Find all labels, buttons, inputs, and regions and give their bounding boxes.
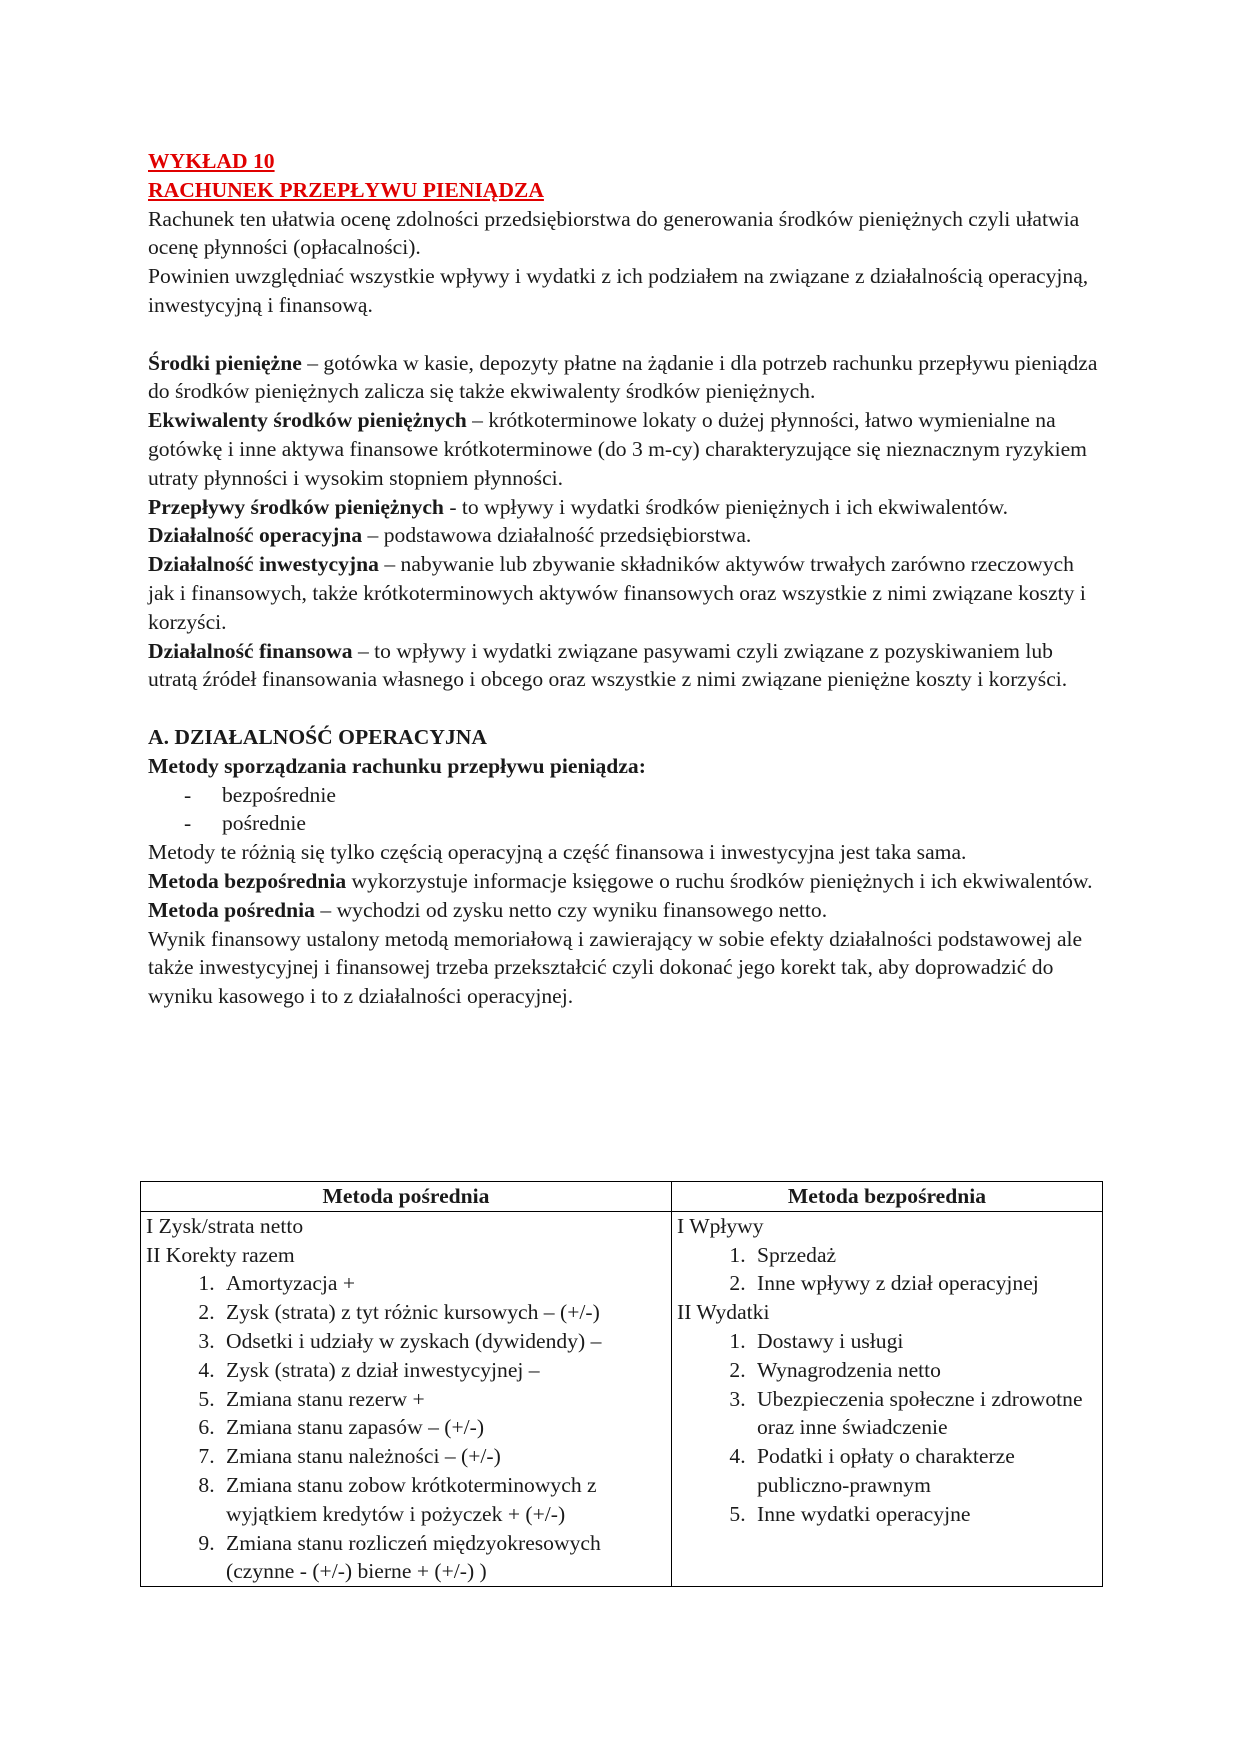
column-header-indirect: Metoda pośrednia [141,1182,672,1212]
document-page [148,147,1098,1011]
definition-operating-activity [148,521,1098,550]
definition-cash-flows [148,493,1098,522]
definition-investing-activity [148,550,1098,636]
definition-text: – wychodzi od zysku netto czy wyniku finansowego netto. [314,897,828,922]
list-item: 3. Ubezpieczenia społeczne i zdrowotne oraz inne świadczenie [751,1385,1097,1443]
indirect-method-description [148,896,1098,925]
outflows-list [677,1327,1097,1529]
spacer [148,694,1098,723]
list-item: 4. Zysk (strata) z dział inwestycyjnej – [220,1356,666,1385]
definition-text: – gotówka w kasie, depozyty płatne na żądanie i dla potrzeb rachunku przepływu pieniądza do środków pieniężnych zalicza się także ekwiwalenty środków pieniężnych. [148,350,1098,404]
definition-text: – podstawowa działalność przedsiębiorstwa. [362,523,752,548]
inflows-list [677,1241,1097,1299]
list-item: 1. Sprzedaż [751,1241,1097,1270]
list-item: 8. Zmiana stanu zobow krótkoterminowych z wyjątkiem kredytów i pożyczek + (+/-) [220,1471,666,1529]
definition-financing-activity [148,637,1098,695]
list-item: 2. Inne wpływy z dział operacyjnej [751,1269,1097,1298]
lecture-number: WYKŁAD 10 [148,149,275,173]
list-item: 1. Dostawy i usługi [751,1327,1097,1356]
definition-text: – to wpływy i wydatki związane pasywami czyli związane z pozyskiwaniem lub utratą źródeł finansowania własnego i obcego oraz wszystkie z nimi związane pieniężne koszty i korzyści. [148,638,1068,692]
adjustments-list [146,1269,666,1586]
methods-list [148,781,1098,839]
document-title: RACHUNEK PRZEPŁYWU PIENIĄDZA [148,177,544,202]
definition-term: Metoda bezpośrednia [148,868,347,893]
definition-cash [148,349,1098,407]
list-item: 9. Zmiana stanu rozliczeń międzyokresowych (czynne - (+/-) bierne + (+/-) ) [220,1529,666,1587]
methods-comparison-table [140,1181,1103,1587]
definition-term: Ekwiwalenty środków pieniężnych [148,408,467,433]
definition-term: Działalność inwestycyjna [148,552,379,577]
column-header-direct: Metoda bezpośrednia [672,1182,1103,1212]
section-heading-text: A. DZIAŁALNOŚĆ OPERACYJNA [148,724,487,749]
definition-term: Metoda pośrednia [148,897,315,922]
list-item: 4. Podatki i opłaty o charakterze publiczno-prawnym [751,1442,1097,1500]
list-item: 6. Zmiana stanu zapasów – (+/-) [220,1413,666,1442]
list-item: - bezpośrednie [184,781,1098,810]
list-item: 2. Zysk (strata) z tyt różnic kursowych – (+/-) [220,1298,666,1327]
list-item: 5. Zmiana stanu rezerw + [220,1385,666,1414]
definition-text: - to wpływy i wydatki środków pieniężnych i ich ekwiwalentów. [443,494,1009,519]
financial-result-paragraph: Wynik finansowy ustalony metodą memoriałową i zawierający w sobie efekty działalności podstawowej ale także inwestycyjnej i finansowej trzeba przekształcić czyli dokonać jego korekt tak, aby doprowadzić do wyniku kasowego i to z działalności operacyjnej. [148,926,1083,1009]
net-profit-line: I Zysk/strata netto [146,1213,304,1238]
inflows-label: I Wpływy [677,1213,764,1238]
methods-difference: Metody te różnią się tylko częścią operacyjną a część finansowa i inwestycyjna jest taka sama. [148,840,967,865]
indirect-method-cell [141,1211,672,1586]
definition-term: Środki pieniężne [148,350,302,375]
list-item: 5. Inne wydatki operacyjne [751,1500,1097,1529]
outflows-label: II Wydatki [677,1300,770,1325]
direct-method-description [148,867,1098,896]
methods-heading-text: Metody sporządzania rachunku przepływu pieniądza: [148,753,646,778]
table-header-row [141,1182,1103,1212]
list-item: - pośrednie [184,809,1098,838]
direct-method-cell [672,1211,1103,1586]
list-item: 2. Wynagrodzenia netto [751,1356,1097,1385]
definition-text: – nabywanie lub zbywanie składników aktywów trwałych zarówno rzeczowych jak i finansowych, także krótkoterminowych aktywów finansowych oraz wszystkie z nimi związane koszty i korzyści. [148,552,1086,634]
section-a-heading [148,723,1098,752]
adjustments-line: II Korekty razem [146,1242,295,1267]
list-item: 7. Zmiana stanu należności – (+/-) [220,1442,666,1471]
definition-text: – krótkoterminowe lokaty o dużej płynności, łatwo wymienialne na gotówkę i inne aktywa finansowe krótkoterminowe (do 3 m-cy) charakteryzujące się nieznacznym ryzykiem utraty płynności i wysokim stopniem płynności. [148,408,1087,490]
intro-paragraph-2: Powinien uwzględniać wszystkie wpływy i wydatki z ich podziałem na związane z działalnością operacyjną, inwestycyjną i finansową. [148,264,1089,317]
list-item: 3. Odsetki i udziały w zyskach (dywidendy) – [220,1327,666,1356]
definition-term: Przepływy środków pieniężnych [148,494,444,519]
intro-paragraph-1: Rachunek ten ułatwia ocenę zdolności przedsiębiorstwa do generowania środków pieniężnych czyli ułatwia ocenę płynności (opłacalności). [148,206,1080,260]
table-row [141,1211,1103,1586]
definition-term: Działalność finansowa [148,638,353,663]
definition-text: wykorzystuje informacje księgowe o ruchu środków pieniężnych i ich ekwiwalentów. [346,868,1093,893]
definition-term: Działalność operacyjna [148,523,363,548]
list-item: 1. Amortyzacja + [220,1269,666,1298]
spacer [148,320,1098,349]
methods-heading [148,752,1098,781]
definition-cash-equivalents [148,406,1098,492]
